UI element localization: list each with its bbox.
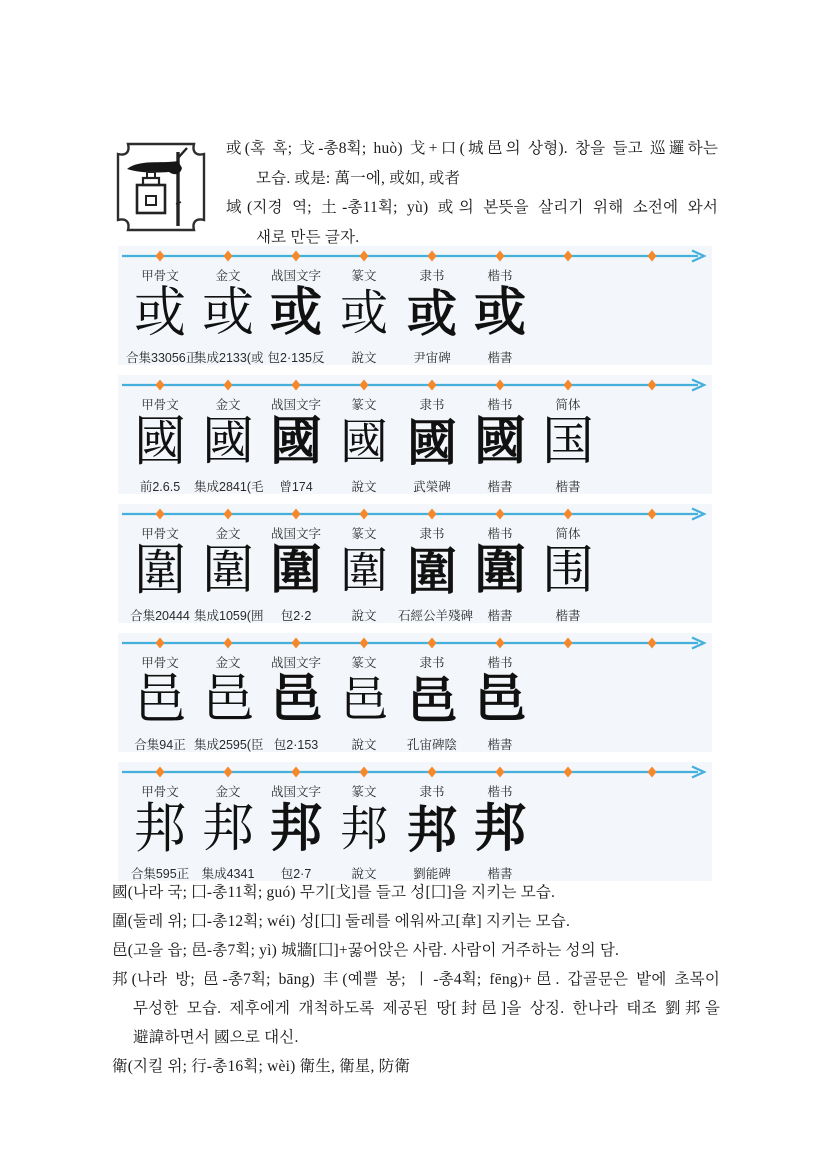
timeline-marker-icon (224, 380, 233, 391)
caption-row (118, 735, 712, 753)
header-战国文字: 战国文字 (270, 785, 321, 799)
caption-简体: 楷書 (555, 609, 581, 623)
glyph-隶书: 邑 (407, 673, 457, 729)
caption-战国文字: 包2·2 (280, 609, 312, 623)
footer-line: 邦(나라 방; 邑-총7획; bāng) 丰(예쁠 봉; 丨-총4획; fēng)+邑. 갑골문은 밭에 초목이 (112, 971, 720, 988)
timeline-marker-icon (292, 638, 301, 649)
glyph-简体: 国 (541, 414, 594, 471)
glyph-篆文: 邦 (339, 803, 388, 856)
glyph-甲骨文: 邑 (133, 670, 186, 731)
glyph-甲骨文: 或 (133, 283, 186, 344)
glyph-战国文字: 邦 (269, 801, 322, 858)
timeline-arrow (118, 765, 712, 779)
intro-line: 모습. 或是: 萬一에, 或如, 或者 (256, 169, 461, 187)
timeline-arrow (118, 636, 712, 650)
header-楷书: 楷书 (487, 398, 513, 412)
caption-金文: 集成2841(毛 (194, 480, 264, 494)
timeline-marker-icon (648, 251, 657, 262)
header-战国文字: 战国文字 (270, 656, 321, 670)
header-甲骨文: 甲骨文 (141, 527, 179, 541)
evolution-panel-5 (118, 762, 712, 881)
glyph-隶书: 國 (407, 415, 457, 471)
glyph-隶书: 邦 (407, 802, 457, 858)
header-甲骨文: 甲骨文 (141, 656, 179, 670)
glyph-战国文字: 國 (269, 414, 322, 471)
timeline-marker-icon (564, 509, 573, 520)
timeline-marker-icon (156, 509, 165, 520)
glyph-甲骨文: 圍 (133, 541, 186, 602)
timeline-marker-icon (496, 767, 505, 778)
caption-楷书: 楷書 (487, 480, 513, 494)
timeline-marker-icon (648, 509, 657, 520)
intro-line: 域(지경 역; 土-총11획; yù) 或의 본뜻을 살리기 위해 소전에 와서 (226, 199, 718, 217)
timeline-marker-icon (156, 767, 165, 778)
timeline-marker-icon (292, 509, 301, 520)
timeline-marker-icon (428, 767, 437, 778)
header-篆文: 篆文 (351, 785, 377, 799)
footer-line: 邑(고을 읍; 邑-총7획; yì) 城牆[囗]+꿇어앉은 사람. 사람이 거주하는 성의 담. (112, 942, 620, 959)
timeline-arrow (118, 378, 712, 392)
timeline-marker-icon (224, 638, 233, 649)
caption-金文: 集成4341 (201, 867, 255, 881)
caption-楷书: 楷書 (487, 609, 513, 623)
timeline-marker-icon (496, 251, 505, 262)
caption-隶书: 石經公羊殘碑 (398, 609, 474, 623)
timeline-marker-icon (360, 767, 369, 778)
header-隶书: 隶书 (419, 527, 445, 541)
header-楷书: 楷书 (487, 527, 513, 541)
glyph-简体: 围 (541, 543, 594, 600)
glyph-金文: 圍 (201, 543, 254, 600)
timeline-marker-icon (224, 767, 233, 778)
header-row (118, 653, 712, 669)
caption-篆文: 說文 (351, 867, 377, 881)
header-篆文: 篆文 (351, 398, 377, 412)
evolution-panel-3 (118, 504, 712, 623)
caption-楷书: 楷書 (487, 351, 513, 365)
header-隶书: 隶书 (419, 656, 445, 670)
timeline-marker-icon (564, 251, 573, 262)
header-隶书: 隶书 (419, 398, 445, 412)
header-战国文字: 战国文字 (270, 269, 321, 283)
header-甲骨文: 甲骨文 (141, 785, 179, 799)
caption-战国文字: 包2·153 (273, 738, 319, 752)
timeline-marker-icon (360, 638, 369, 649)
timeline-marker-icon (564, 638, 573, 649)
caption-金文: 集成2595(臣 (194, 738, 264, 752)
header-row (118, 266, 712, 282)
header-甲骨文: 甲骨文 (141, 269, 179, 283)
header-金文: 金文 (215, 785, 241, 799)
intro-text (226, 134, 718, 252)
timeline-marker-icon (496, 380, 505, 391)
timeline-marker-icon (428, 380, 437, 391)
glyph-楷书: 邦 (473, 801, 526, 858)
footer-text (112, 878, 720, 1081)
caption-金文: 集成1059(囲 (194, 609, 264, 623)
header-战国文字: 战国文字 (270, 398, 321, 412)
footer-line: 무성한 모습. 제후에게 개척하도록 제공된 땅[封邑]을 상징. 한나라 태조 劉邦을 (133, 1000, 720, 1017)
glyph-row (118, 798, 712, 862)
header-简体: 简体 (555, 398, 581, 412)
header-section (112, 134, 720, 252)
header-隶书: 隶书 (419, 785, 445, 799)
footer-line: 圍(둘레 위; 囗-총12획; wéi) 성[囗] 둘레를 에워싸고[韋] 지키는 모습. (112, 913, 571, 930)
caption-篆文: 說文 (351, 609, 377, 623)
caption-金文: 集成2133(或 (194, 351, 264, 365)
caption-楷书: 楷書 (487, 738, 513, 752)
evolution-panels (118, 246, 718, 891)
glyph-战国文字: 邑 (269, 672, 322, 729)
evolution-panel-1 (118, 246, 712, 365)
header-篆文: 篆文 (351, 269, 377, 283)
caption-战国文字: 包2·7 (280, 867, 312, 881)
timeline-marker-icon (224, 509, 233, 520)
header-row (118, 782, 712, 798)
caption-甲骨文: 合集595正 (130, 867, 190, 881)
glyph-楷书: 邑 (473, 672, 526, 729)
dagger-axe-seal-image (112, 138, 212, 238)
glyph-隶书: 圍 (407, 544, 457, 600)
intro-line: 或(혹 혹; 戈-총8획; huò) 戈+口(城邑의 상형). 창을 들고 巡邏하는 (226, 140, 718, 157)
footer-line: 衛(지킬 위; 行-총16획; wèi) 衛生, 衛星, 防衛 (112, 1058, 411, 1075)
caption-隶书: 武榮碑 (413, 480, 451, 494)
timeline-marker-icon (648, 380, 657, 391)
evolution-panel-4 (118, 633, 712, 752)
timeline-marker-icon (496, 509, 505, 520)
glyph-金文: 國 (201, 414, 254, 471)
header-简体: 简体 (555, 527, 581, 541)
header-楷书: 楷书 (487, 269, 513, 283)
timeline-marker-icon (292, 251, 301, 262)
caption-row (118, 606, 712, 624)
timeline-arrow (118, 507, 712, 521)
timeline-marker-icon (564, 380, 573, 391)
header-row (118, 524, 712, 540)
caption-隶书: 尹宙碑 (413, 351, 451, 365)
glyph-楷书: 國 (473, 414, 526, 471)
header-战国文字: 战国文字 (270, 527, 321, 541)
timeline-marker-icon (360, 251, 369, 262)
glyph-隶书: 或 (407, 286, 457, 342)
caption-row (118, 348, 712, 366)
timeline-marker-icon (292, 767, 301, 778)
header-金文: 金文 (215, 656, 241, 670)
timeline-marker-icon (224, 251, 233, 262)
timeline-marker-icon (648, 638, 657, 649)
header-金文: 金文 (215, 269, 241, 283)
glyph-金文: 邦 (201, 801, 254, 858)
timeline-marker-icon (428, 509, 437, 520)
header-楷书: 楷书 (487, 785, 513, 799)
footer-line: 避諱하면서 國으로 대신. (133, 1029, 299, 1046)
caption-战国文字: 曾174 (279, 480, 313, 494)
header-楷书: 楷书 (487, 656, 513, 670)
caption-篆文: 說文 (351, 480, 377, 494)
caption-篆文: 說文 (351, 738, 377, 752)
glyph-楷书: 或 (473, 285, 526, 342)
timeline-marker-icon (428, 638, 437, 649)
timeline-arrow (118, 249, 712, 263)
evolution-panel-2 (118, 375, 712, 494)
header-金文: 金文 (215, 527, 241, 541)
timeline-marker-icon (564, 767, 573, 778)
caption-楷书: 楷書 (487, 867, 513, 881)
timeline-marker-icon (156, 251, 165, 262)
header-篆文: 篆文 (351, 656, 377, 670)
glyph-row (118, 669, 712, 733)
glyph-row (118, 282, 712, 346)
header-金文: 金文 (215, 398, 241, 412)
timeline-marker-icon (496, 638, 505, 649)
intro-line: 새로 만든 글자. (256, 228, 360, 246)
glyph-篆文: 國 (339, 416, 388, 469)
caption-甲骨文: 合集20444 (130, 609, 190, 623)
glyph-楷书: 圍 (473, 543, 526, 600)
timeline-marker-icon (156, 380, 165, 391)
caption-row (118, 477, 712, 495)
timeline-marker-icon (292, 380, 301, 391)
header-篆文: 篆文 (351, 527, 377, 541)
glyph-战国文字: 圍 (269, 543, 322, 600)
glyph-金文: 或 (201, 285, 254, 342)
timeline-marker-icon (648, 767, 657, 778)
caption-隶书: 孔宙碑陰 (406, 738, 457, 752)
caption-隶书: 劉能碑 (413, 867, 451, 881)
caption-简体: 楷書 (555, 480, 581, 494)
glyph-战国文字: 或 (269, 285, 322, 342)
glyph-篆文: 或 (339, 287, 388, 340)
footer-line: 國(나라 국; 囗-총11획; guó) 무기[戈]를 들고 성[囗]을 지키는 모습. (112, 884, 556, 901)
glyph-金文: 邑 (201, 672, 254, 729)
glyph-甲骨文: 邦 (133, 799, 186, 860)
header-隶书: 隶书 (419, 269, 445, 283)
timeline-marker-icon (360, 509, 369, 520)
dagger-axe-seal-icon (112, 138, 212, 238)
caption-篆文: 說文 (351, 351, 377, 365)
caption-甲骨文: 合集33056正 (126, 351, 199, 365)
glyph-篆文: 邑 (339, 674, 388, 727)
timeline-marker-icon (360, 380, 369, 391)
glyph-甲骨文: 國 (133, 412, 186, 473)
glyph-row (118, 411, 712, 475)
caption-甲骨文: 前2.6.5 (139, 480, 181, 494)
timeline-marker-icon (156, 638, 165, 649)
header-row (118, 395, 712, 411)
timeline-marker-icon (428, 251, 437, 262)
caption-战国文字: 包2·135反 (267, 351, 325, 365)
caption-甲骨文: 合集94正 (134, 738, 186, 752)
header-甲骨文: 甲骨文 (141, 398, 179, 412)
glyph-篆文: 圍 (339, 545, 388, 598)
glyph-row (118, 540, 712, 604)
